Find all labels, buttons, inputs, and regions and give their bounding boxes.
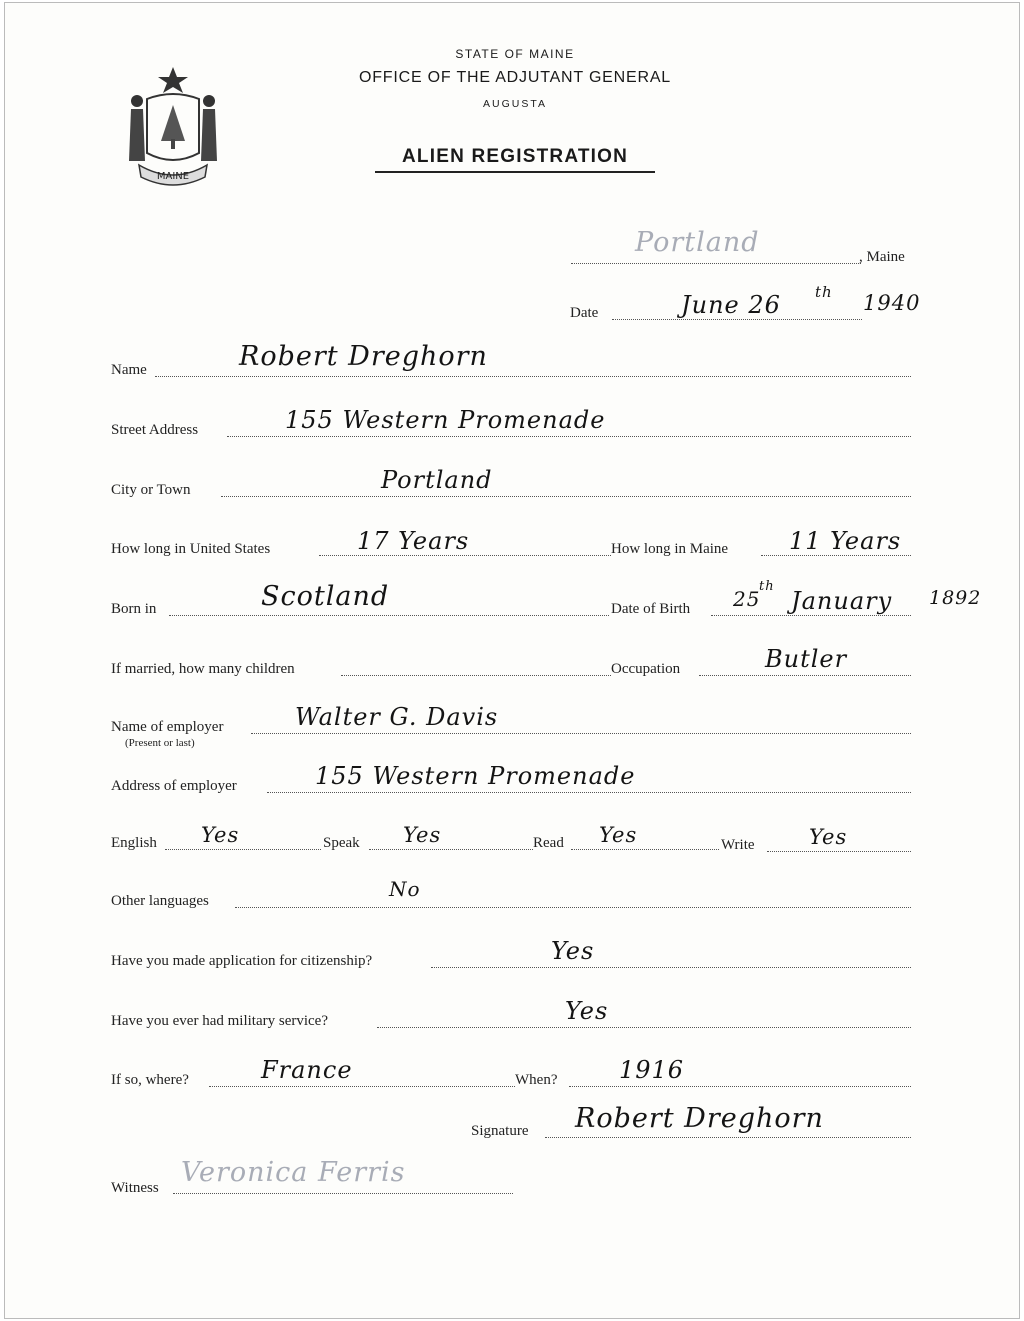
employer-address-value: 155 Western Promenade — [315, 762, 636, 790]
english-line — [165, 849, 321, 850]
signature-value: Robert Dreghorn — [575, 1103, 824, 1134]
citizenship-line — [431, 967, 911, 968]
town-line — [571, 263, 861, 264]
where-label: If so, where? — [111, 1072, 189, 1088]
citizenship-value: Yes — [551, 937, 595, 965]
street-address-line — [227, 436, 911, 437]
married-children-label: If married, how many children — [111, 661, 295, 677]
employer-name-value: Walter G. Davis — [295, 703, 499, 731]
where-value: France — [261, 1056, 353, 1084]
employer-note: (Present or last) — [125, 737, 195, 749]
occupation-line — [699, 675, 911, 676]
date-suffix: th — [815, 283, 833, 301]
title-underline — [375, 171, 655, 173]
form-title: ALIEN REGISTRATION — [401, 146, 629, 167]
street-address-value: 155 Western Promenade — [285, 406, 606, 434]
city-value: Portland — [381, 466, 493, 494]
military-line — [377, 1027, 911, 1028]
other-languages-label: Other languages — [111, 893, 209, 909]
when-line — [569, 1086, 911, 1087]
signature-line — [545, 1137, 911, 1138]
witness-label: Witness — [111, 1180, 159, 1196]
write-label: Write — [721, 837, 755, 853]
svg-text:MAINE: MAINE — [156, 171, 190, 182]
how-long-us-value: 17 Years — [357, 527, 470, 555]
employer-name-line — [251, 733, 911, 734]
signature-label: Signature — [471, 1123, 529, 1139]
write-value: Yes — [809, 825, 848, 849]
city-heading: AUGUSTA — [483, 98, 547, 110]
street-address-label: Street Address — [111, 422, 199, 438]
citizenship-label: Have you made application for citizenship? — [111, 953, 373, 969]
how-long-us-label: How long in United States — [111, 541, 271, 557]
witness-line — [173, 1193, 513, 1194]
witness-value: Veronica Ferris — [181, 1157, 406, 1188]
state-heading: STATE OF MAINE — [455, 47, 575, 61]
date-month-day: June 26 — [681, 291, 781, 319]
married-children-line — [341, 675, 611, 676]
date-label: Date — [570, 305, 599, 321]
employer-address-line — [267, 792, 911, 793]
speak-value: Yes — [403, 823, 442, 847]
office-heading: OFFICE OF THE ADJUTANT GENERAL — [358, 69, 672, 86]
name-line — [155, 376, 911, 377]
read-line — [571, 849, 719, 850]
english-label: English — [111, 835, 157, 851]
other-languages-line — [235, 907, 911, 908]
occupation-label: Occupation — [611, 661, 681, 677]
born-in-line — [169, 615, 609, 616]
speak-line — [369, 849, 533, 850]
city-line — [221, 496, 911, 497]
dob-line — [711, 615, 911, 616]
where-line — [209, 1086, 515, 1087]
speak-label: Speak — [323, 835, 360, 851]
how-long-maine-label: How long in Maine — [611, 541, 729, 557]
dob-suffix: th — [759, 579, 775, 594]
write-line — [767, 851, 911, 852]
date-line — [612, 319, 862, 320]
employer-address-label: Address of employer — [111, 778, 237, 794]
military-label: Have you ever had military service? — [111, 1013, 328, 1029]
dob-label: Date of Birth — [611, 601, 691, 617]
when-value: 1916 — [619, 1056, 685, 1084]
other-languages-value: No — [389, 877, 421, 901]
dob-month: January — [791, 587, 893, 615]
name-value: Robert Dreghorn — [239, 341, 488, 372]
city-label: City or Town — [111, 482, 191, 498]
maine-state-seal-icon — [117, 61, 229, 189]
military-value: Yes — [565, 997, 609, 1025]
born-in-label: Born in — [111, 601, 157, 617]
name-label: Name — [111, 362, 147, 378]
how-long-maine-line — [761, 555, 911, 556]
maine-label: , Maine — [859, 249, 905, 265]
occupation-value: Butler — [765, 645, 848, 673]
how-long-us-line — [319, 555, 611, 556]
dob-year: 1892 — [929, 587, 982, 609]
employer-name-label: Name of employer — [111, 719, 224, 735]
when-label: When? — [515, 1072, 558, 1088]
registration-form — [4, 2, 1020, 1319]
date-year: 1940 — [863, 291, 921, 315]
read-value: Yes — [599, 823, 638, 847]
town-value: Portland — [635, 227, 760, 258]
read-label: Read — [533, 835, 564, 851]
born-in-value: Scotland — [261, 581, 390, 612]
english-value: Yes — [201, 823, 240, 847]
dob-day: 25 — [733, 587, 761, 611]
how-long-maine-value: 11 Years — [789, 527, 902, 555]
